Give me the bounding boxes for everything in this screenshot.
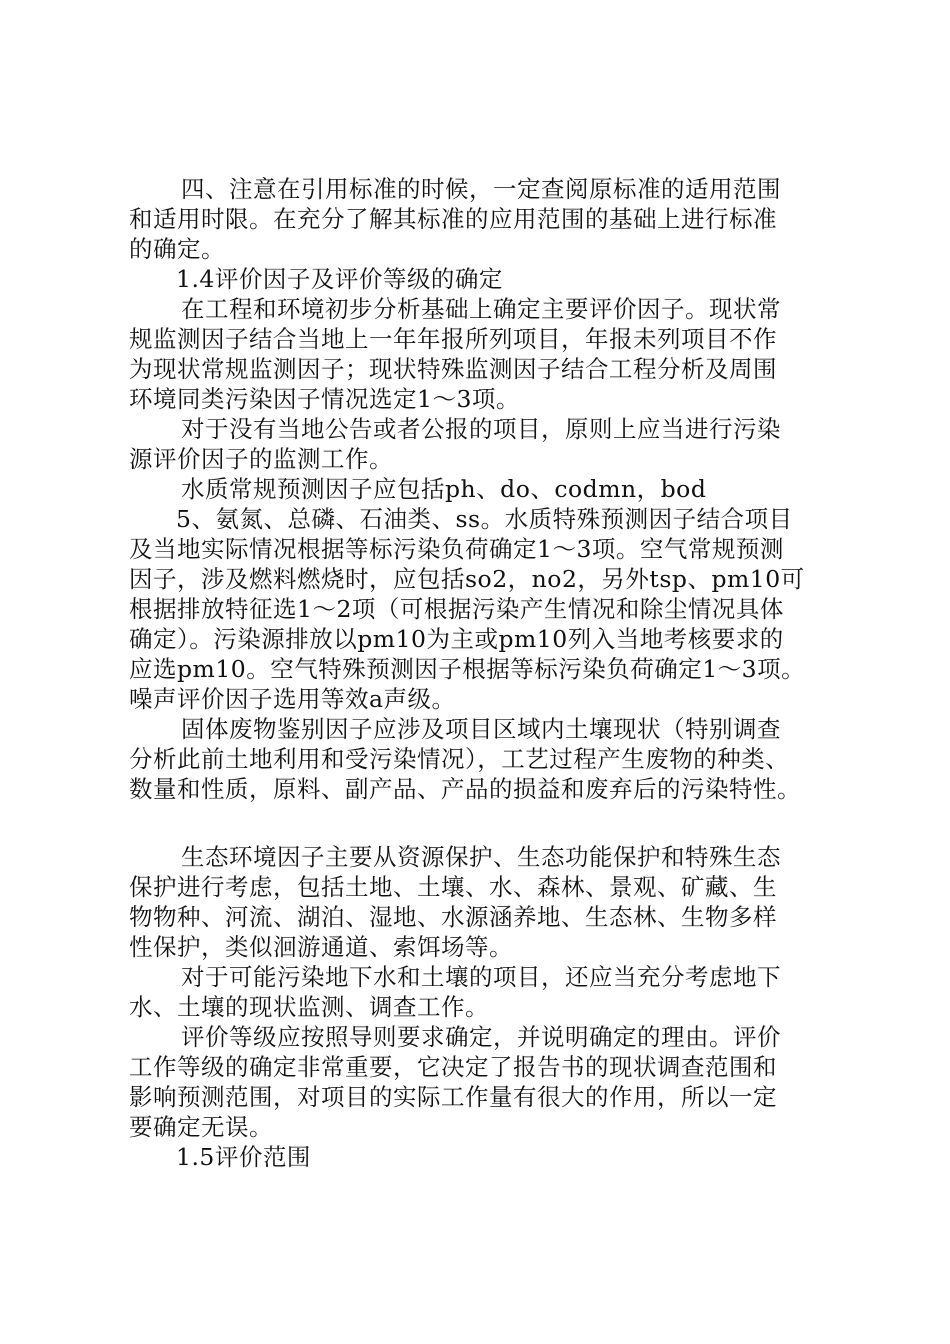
paragraph-main-factors	[129, 294, 834, 414]
heading-text: 1.5评价范围	[176, 1143, 311, 1171]
paragraph-standard-citation	[129, 174, 834, 264]
text-line: 和适用时限。在充分了解其标准的应用范围的基础上进行标准	[129, 205, 777, 233]
text-line: 要确定无误。	[129, 1113, 273, 1141]
text-line: 环境同类污染因子情况选定1～3项。	[129, 385, 520, 413]
text-line: 为现状常规监测因子；现状特殊监测因子结合工程分析及周围	[129, 355, 777, 383]
section-heading-1-4	[129, 264, 834, 294]
text-line: 规监测因子结合当地上一年年报所列项目，年报未列项目不作	[129, 325, 777, 353]
text-line: 保护进行考虑，包括土地、土壤、水、森林、景观、矿藏、生	[129, 873, 777, 901]
text-line: 数量和性质，原料、副产品、产品的损益和废弃后的污染特性。	[129, 775, 801, 803]
paragraph-no-bulletin	[129, 414, 834, 474]
text-line: 影响预测范围，对项目的实际工作量有很大的作用，所以一定	[129, 1083, 777, 1111]
text-line: 分析此前土地利用和受污染情况），工艺过程产生废物的种类、	[129, 745, 790, 773]
heading-text: 1.4评价因子及评价等级的确定	[176, 265, 503, 293]
text-line: 确定）。污染源排放以pm10为主或pm10列入当地考核要求的	[129, 625, 784, 653]
paragraph-evaluation-grade	[129, 1022, 834, 1142]
paragraph-solid-waste	[129, 714, 834, 804]
text-line: 及当地实际情况根据等标污染负荷确定1～3项。空气常规预测	[129, 535, 784, 563]
text-line: 评价等级应按照导则要求确定，并说明确定的理由。评价	[181, 1023, 781, 1051]
text-line: 应选pm10。空气特殊预测因子根据等标污染负荷确定1～3项。	[129, 655, 806, 683]
text-line: 四、注意在引用标准的时候，一定查阅原标准的适用范围	[181, 175, 781, 203]
document-page	[129, 174, 834, 1172]
text-line: 工作等级的确定非常重要，它决定了报告书的现状调查范围和	[129, 1053, 777, 1081]
text-line: 性保护，类似洄游通道、索饵场等。	[129, 933, 513, 961]
text-line: 的确定。	[129, 235, 225, 263]
text-line: 根据排放特征选1～2项（可根据污染产生情况和除尘情况具体	[129, 595, 784, 623]
text-line: 固体废物鉴别因子应涉及项目区域内土壤现状（特别调查	[181, 715, 781, 743]
text-line: 水质常规预测因子应包括ph、do、codmn，bod	[181, 475, 707, 503]
text-line: 对于可能污染地下水和土壤的项目，还应当充分考虑地下	[181, 963, 781, 991]
text-line: 源评价因子的监测工作。	[129, 445, 393, 473]
text-line: 因子，涉及燃料燃烧时，应包括so2，no2，另外tsp、pm10可	[129, 565, 805, 593]
text-line: 生态环境因子主要从资源保护、生态功能保护和特殊生态	[181, 843, 781, 871]
paragraph-water-air-noise	[129, 504, 834, 714]
text-line: 5、氨氮、总磷、石油类、ss。水质特殊预测因子结合项目	[176, 505, 793, 533]
text-line: 水、土壤的现状监测、调查工作。	[129, 993, 489, 1021]
blank-line	[129, 804, 834, 842]
section-heading-1-5	[129, 1142, 834, 1172]
text-line: 对于没有当地公告或者公报的项目，原则上应当进行污染	[181, 415, 781, 443]
paragraph-ecology	[129, 842, 834, 962]
paragraph-water-factors	[129, 474, 834, 504]
text-line: 物物种、河流、湖泊、湿地、水源涵养地、生态林、生物多样	[129, 903, 777, 931]
text-line: 噪声评价因子选用等效a声级。	[129, 685, 456, 713]
text-line: 在工程和环境初步分析基础上确定主要评价因子。现状常	[181, 295, 781, 323]
paragraph-groundwater	[129, 962, 834, 1022]
